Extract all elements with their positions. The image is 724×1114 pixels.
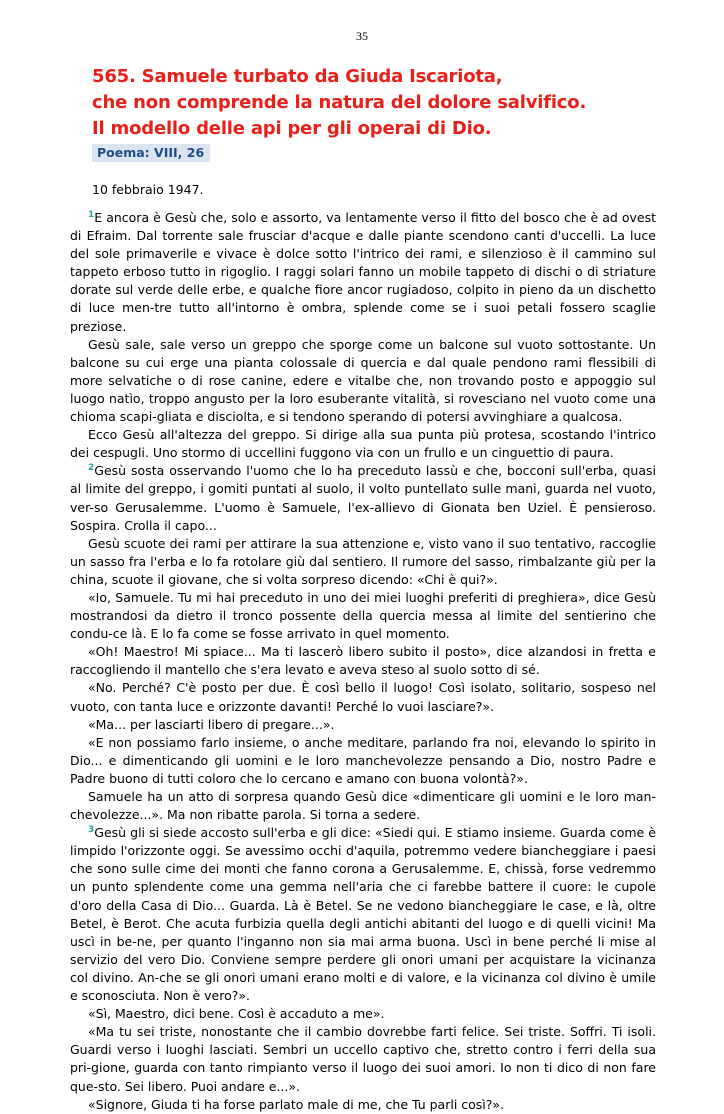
body-paragraph bbox=[70, 788, 656, 824]
paragraph-text: «Io, Samuele. Tu mi hai preceduto in uno dei miei luoghi preferiti di preghiera», dice Gesù mostrandosi da dietro il tronco possente della quercia messa al limite del sentierino che condu-ce là. E lo fa come se fosse arrivato in quel momento. bbox=[70, 589, 656, 642]
body-paragraph bbox=[70, 462, 656, 534]
body-text bbox=[70, 209, 656, 1114]
paragraph-text: Samuele ha un atto di sorpresa quando Gesù dice «dimenticare gli uomini e le loro man-chevolezze...». Ma non ribatte parola. Si torna a sedere. bbox=[70, 789, 656, 823]
chapter-heading bbox=[92, 64, 672, 162]
paragraph-text: «Sì, Maestro, dici bene. Così è accaduto a me». bbox=[88, 1006, 385, 1022]
paragraph-text: «No. Perché? C'è posto per due. È così bello il luogo! Così isolato, solitario, sospeso nel vuoto, con tanta luce e orizzonte davanti! Perché lo vuoi lasciare?». bbox=[70, 680, 656, 714]
body-paragraph bbox=[70, 336, 656, 426]
paragraph-text: «Ma tu sei triste, nonostante che il cambio dovrebbe farti felice. Sei triste. Soffri. Ti isoli. Guardi verso i luoghi lasciati. Sembri un uccello captivo che, stretto contro i ferri della sua pri-gione, guarda con tanto rimpianto verso il luogo dei suoi amori. Io non ti dico di non fare que-sto. Sei libero. Puoi andare e...». bbox=[70, 1024, 656, 1094]
body-paragraph bbox=[70, 679, 656, 715]
paragraph-text: Gesù sale, sale verso un greppo che sporge come un balcone sul vuoto sottostante. Un balcone su cui erge una pianta colossale di quercia e dal quale pendono rami flessibili di more selvatiche o di rose canine, edere e vitalbe che, non trovando posto e appoggio sul luogo natìo, troppo angusto per la loro esuberante vitalità, si rovesciano nel vuoto come una chioma scapi-gliata e disciolta, e si tendono sperando di potersi avvinghiare a qualcosa. bbox=[70, 336, 656, 425]
paragraph-text: «Ma... per lasciarti libero di pregare...». bbox=[88, 716, 335, 732]
body-paragraph bbox=[70, 589, 656, 643]
body-paragraph bbox=[70, 426, 656, 462]
body-paragraph bbox=[70, 1005, 656, 1023]
dictation-date: 10 febbraio 1947. bbox=[92, 182, 204, 197]
section-number: 1 bbox=[88, 209, 95, 220]
page-number: 35 bbox=[356, 29, 368, 43]
body-paragraph bbox=[70, 643, 656, 679]
body-paragraph bbox=[70, 209, 656, 336]
section-number: 3 bbox=[88, 825, 95, 836]
body-paragraph bbox=[70, 1023, 656, 1095]
body-paragraph bbox=[70, 824, 656, 1005]
poema-reference-badge: Poema: VIII, 26 bbox=[92, 144, 210, 162]
section-number: 2 bbox=[88, 463, 95, 474]
paragraph-text: Gesù sosta osservando l'uomo che lo ha preceduto lassù e che, bocconi sull'erba, quasi al limite del greppo, i gomiti puntati al suolo, il volto puntellato sulle mani, guarda nel vuoto, ver-so Gerusalemme. L'uomo è Samuele, l'ex-allievo di Gionata ben Uziel. È pensieroso. Sospira. Crolla il capo... bbox=[70, 463, 656, 533]
chapter-title-line-3: Il modello delle api per gli operai di Dio. bbox=[92, 118, 492, 139]
body-paragraph bbox=[70, 716, 656, 734]
paragraph-text: Gesù gli si siede accosto sull'erba e gli dice: «Siedi qui. E stiamo insieme. Guarda come è limpido l'orizzonte oggi. Se avessimo occhi d'aquila, potremmo vedere biancheggiare i paesi che sono sulle cime dei monti che fanno corona a Gerusalemme. E, chissà, forse vedremmo un punto splendente come una gemma nell'aria che ci farebbe battere il cuore: le cupole d'oro della Casa di Dio... Guarda. Là è Betel. Se ne vedono biancheggiare le case, e là, oltre Betel, è Berot. Che acuta furbizia quella degli antichi abitanti del luogo e di quelli vicini! Ma uscì in be-ne, per quanto l'inganno non sia mai arma buona. Uscì in bene perché li mise al servizio del vero Dio. Conviene sempre perdere gli onori umani per acquistare la vicinanza col divino. An-che se gli onori umani erano molti e di valore, e la vicinanza col divino è umile e sconosciuta. Non è vero?». bbox=[70, 825, 656, 1004]
chapter-title-line-1: 565. Samuele turbato da Giuda Iscariota, bbox=[92, 66, 503, 87]
paragraph-text: Gesù scuote dei rami per attirare la sua attenzione e, visto vano il suo tentativo, raccoglie un sasso fra l'erba e lo fa rotolare giù dal sentiero. Il rumore del sasso, rimbalzante giù per la china, scuote il giovane, che si volta sorpreso dicendo: «Chi è qui?». bbox=[70, 535, 656, 587]
paragraph-text: «Oh! Maestro! Mi spiace... Ma ti lascerò libero subito il posto», dice alzandosi in fretta e raccogliendo il mantello che s'era levato e aveva steso al suolo sotto di sé. bbox=[70, 644, 656, 678]
paragraph-text: «E non possiamo farlo insieme, o anche meditare, parlando fra noi, elevando lo spirito in Dio... e dimenticando gli uomini e le loro manchevolezze pensando a Dio, nostro Padre e Padre buono di tutti coloro che lo cercano e amano con buona volontà?». bbox=[70, 734, 656, 786]
paragraph-text: «Signore, Giuda ti ha forse parlato male di me, che Tu parli così?». bbox=[88, 1096, 505, 1112]
paragraph-text: E ancora è Gesù che, solo e assorto, va lentamente verso il fitto del bosco che è ad ovest di Efraim. Dal torrente sale frusciar d'acque e dalle piante scendono canti d'uccelli. La luce del sole primaverile e vivace è dolce sotto l'intrico dei rami, e silenzioso è il cammino sul tappeto erboso tutto in rigoglio. I raggi solari fanno un mobile tappeto di dischi o di striature dorate sul verde delle erbe, e qualche fiore ancor rugiadoso, colpito in pieno da un dischetto di luce men-tre tutto all'intorno è ombra, splende come se i suoi petali fossero scaglie preziose. bbox=[70, 210, 656, 334]
chapter-title-line-2: che non comprende la natura del dolore salvifico. bbox=[92, 92, 587, 113]
body-paragraph bbox=[70, 734, 656, 788]
body-paragraph bbox=[70, 535, 656, 589]
body-paragraph bbox=[70, 1096, 656, 1114]
paragraph-text: Ecco Gesù all'altezza del greppo. Si dirige alla sua punta più protesa, scostando l'intrico dei cespugli. Uno stormo di uccellini fuggono via con un frullo e un cinguettio di paura. bbox=[70, 427, 656, 461]
